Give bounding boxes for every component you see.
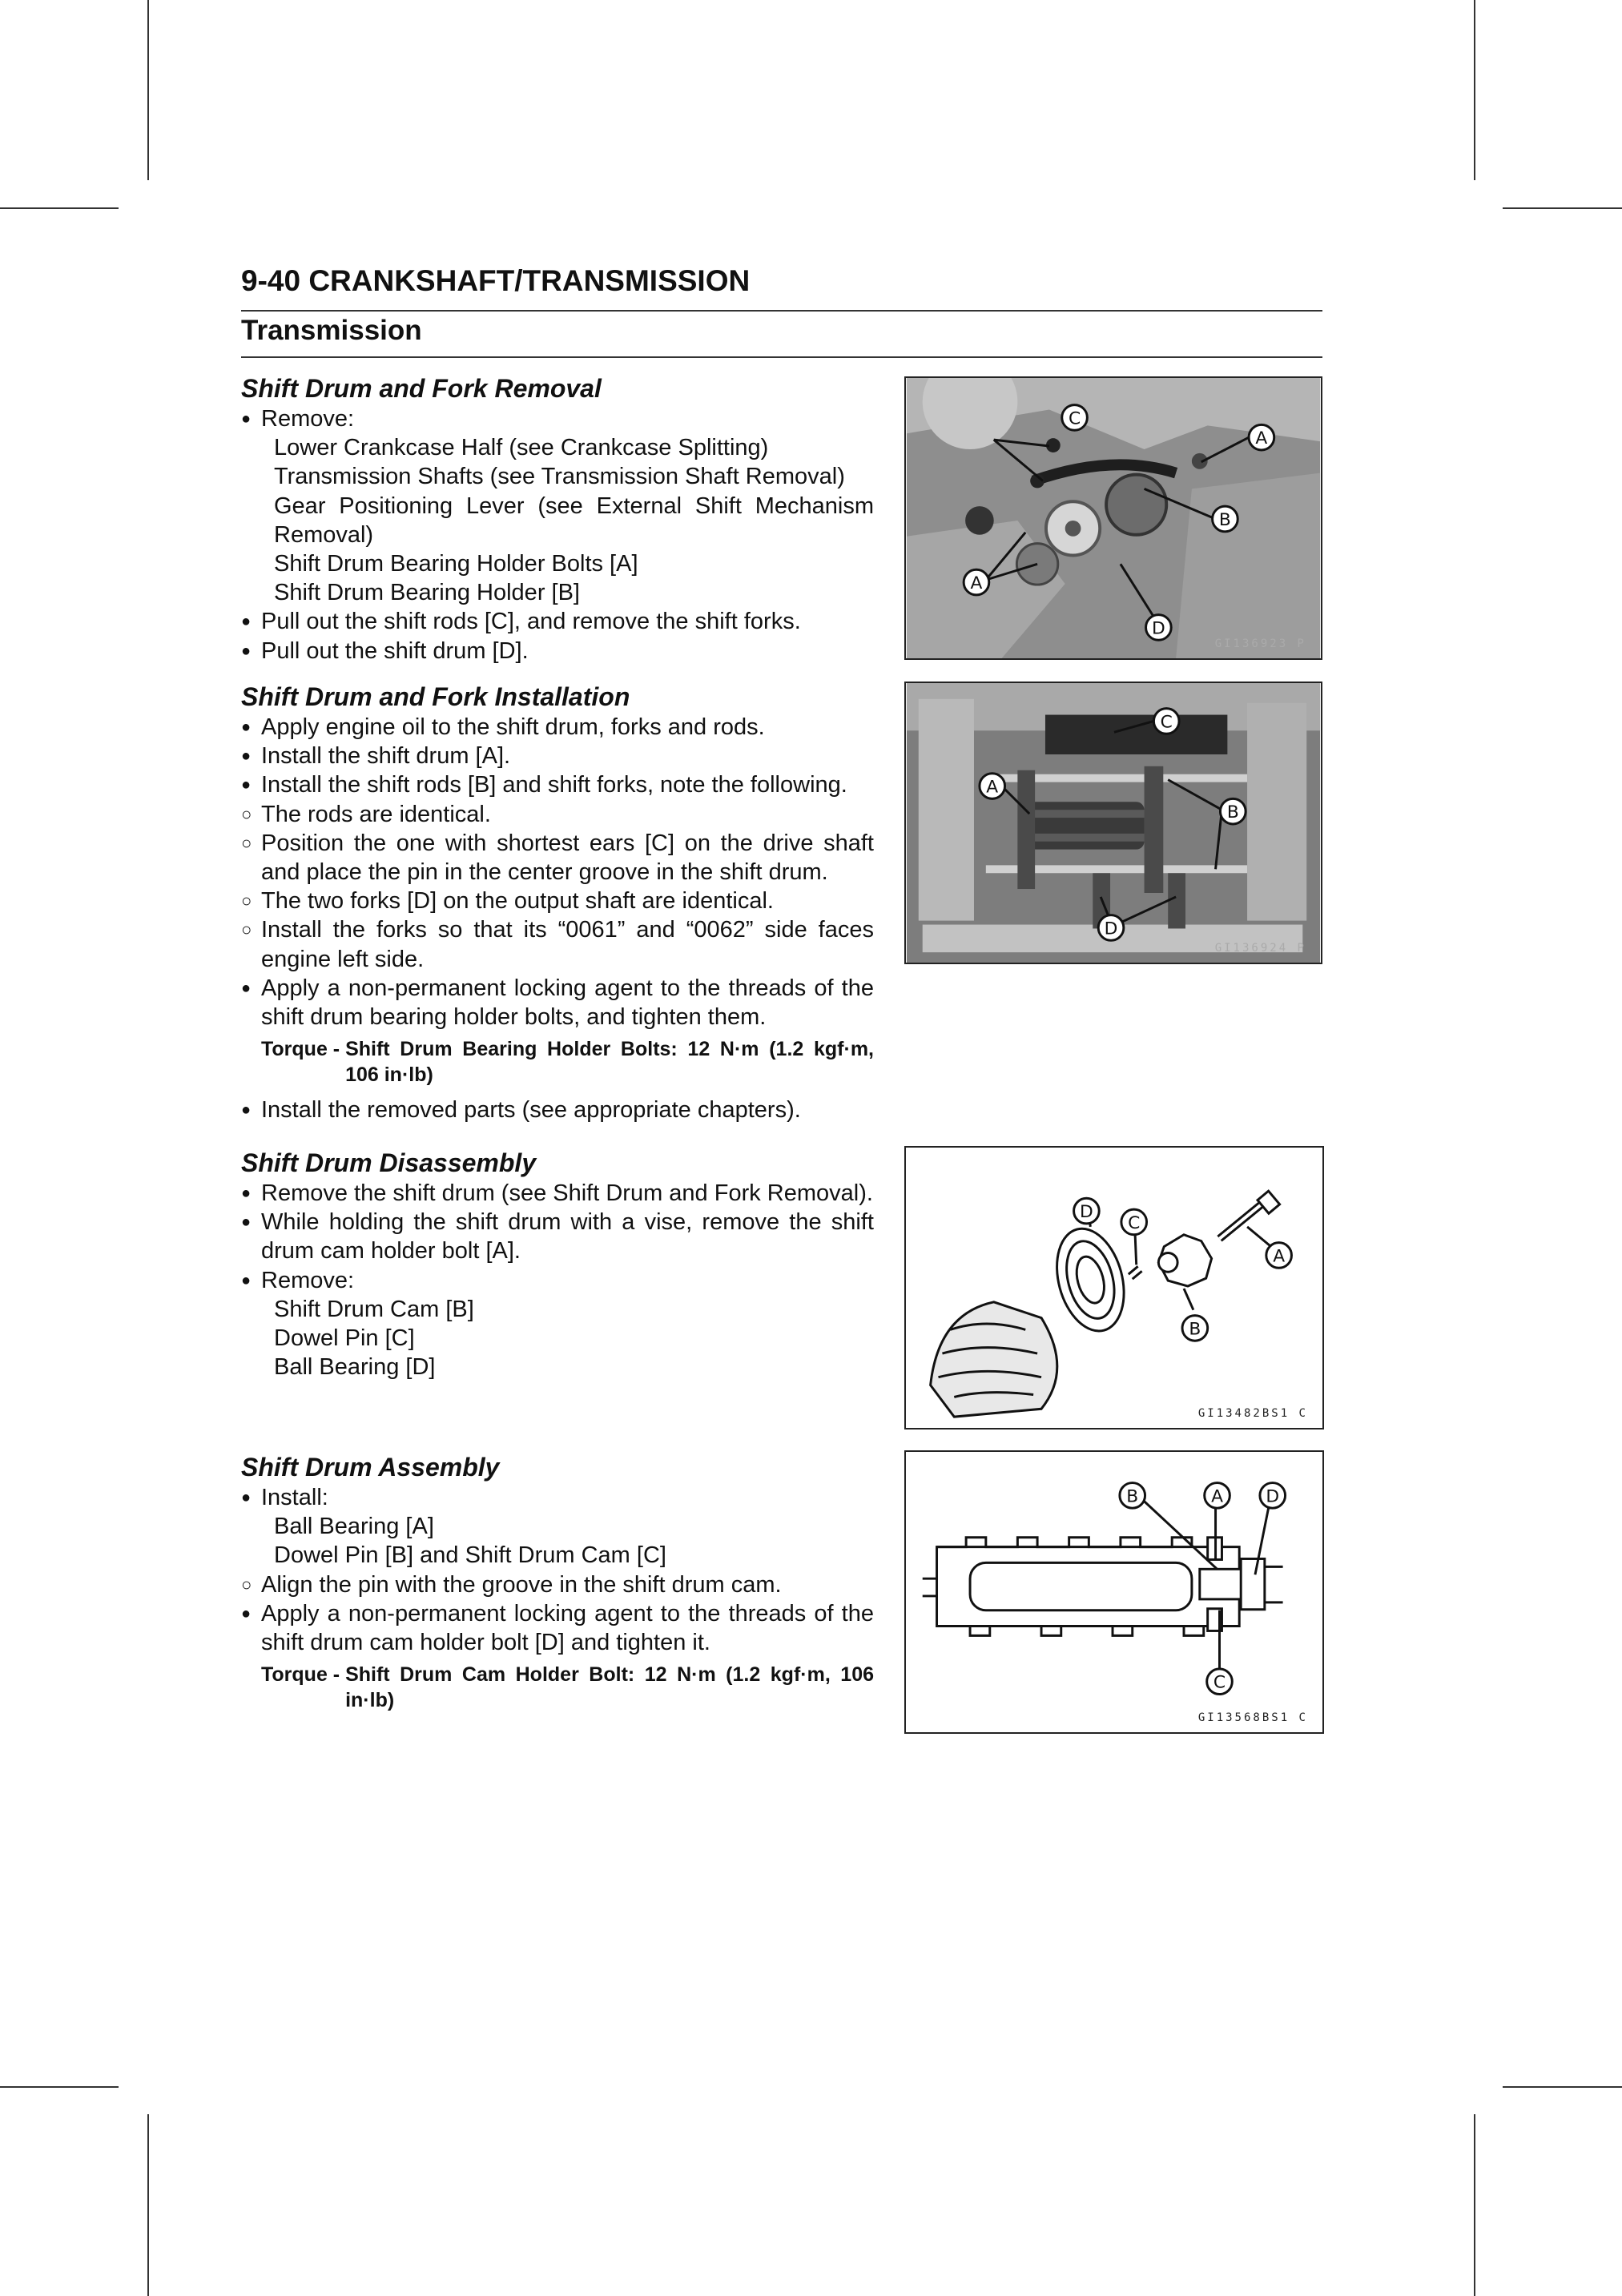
figure-code: GI13568BS1 C (1197, 1711, 1308, 1724)
torque-spec (241, 1036, 874, 1088)
section-shift-drum-fork-removal (241, 372, 874, 665)
indented-item: Dowel Pin [C] (274, 1325, 415, 1352)
torque-value: Shift Drum Bearing Holder Bolts: 12 N·m (1.2 kgf·m, 106 in·lb) (345, 1038, 874, 1087)
note-item: ○ The two forks [D] on the output shaft are identical. (241, 887, 874, 915)
callout-label: B (1126, 1486, 1139, 1507)
bullet-item: ● Remove: (241, 404, 874, 433)
bullet-item: ● Apply engine oil to the shift drum, forks and rods. (241, 713, 874, 742)
figure-shift-drum-installation-photo (904, 682, 1322, 964)
figure-code: GI136923 P (1214, 637, 1306, 650)
cross-section-illustration (906, 1452, 1322, 1732)
bullet-item: ● Apply a non-permanent locking agent to the threads of the shift drum cam holder bolt [D] and tighten it. (241, 1599, 874, 1657)
crop-mark (1474, 0, 1475, 180)
indented-item: Shift Drum Bearing Holder Bolts [A] (274, 551, 638, 577)
callout-label: A (986, 777, 999, 798)
callout-label: A (1211, 1486, 1223, 1507)
bullet-item: ● Pull out the shift rods [C], and remove the shift forks. (241, 607, 874, 636)
torque-spec (241, 1662, 874, 1713)
callout-label: D (1266, 1486, 1280, 1507)
section-shift-drum-assembly (241, 1451, 874, 1721)
callout-label: A (1273, 1246, 1286, 1267)
note-item: ○ The rods are identical. (241, 800, 874, 829)
bullet-item: ● Remove: (241, 1266, 874, 1295)
indented-item: Lower Crankcase Half (see Crankcase Splitting) (274, 435, 769, 461)
section-heading: Shift Drum Disassembly (241, 1148, 537, 1177)
callout-label: D (1151, 618, 1165, 639)
figure-shift-drum-assembly-drawing (904, 1450, 1324, 1734)
crop-mark (147, 2114, 149, 2296)
bullet-item: ● Install the removed parts (see appropriate chapters). (241, 1096, 874, 1124)
torque-label: Torque - (261, 1038, 346, 1061)
callout-label: B (1189, 1319, 1201, 1340)
figure-code: GI13482BS1 C (1197, 1407, 1308, 1420)
crop-mark (1474, 2114, 1475, 2296)
bullet-item: ● Remove the shift drum (see Shift Drum and Fork Removal). (241, 1179, 874, 1208)
section-heading: Shift Drum and Fork Installation (241, 682, 630, 711)
indented-item: Transmission Shafts (see Transmission Shaft Removal) (274, 464, 845, 490)
callout-label: C (1213, 1672, 1226, 1693)
bullet-item: ● Install the shift rods [B] and shift forks, note the following. (241, 770, 874, 799)
crop-mark (1503, 207, 1622, 209)
callout-label: A (970, 573, 983, 593)
bullet-item: ● Install: (241, 1483, 874, 1512)
bullet-item: ● Apply a non-permanent locking agent to the threads of the shift drum bearing holder bolts, and tighten them. (241, 974, 874, 1031)
indented-item: Dowel Pin [B] and Shift Drum Cam [C] (274, 1542, 666, 1569)
bullet-item: ● Pull out the shift drum [D]. (241, 637, 874, 665)
callout-label: C (1128, 1212, 1141, 1233)
section-title: Transmission (241, 315, 422, 346)
bullet-item: ● While holding the shift drum with a vise, remove the shift drum cam holder bolt [A]. (241, 1208, 874, 1265)
section-rule (241, 356, 1322, 358)
crop-mark (1503, 2086, 1622, 2088)
note-item: ○ Align the pin with the groove in the shift drum cam. (241, 1570, 874, 1599)
indented-item: Gear Positioning Lever (see External Shift Mechanism Removal) (274, 493, 874, 548)
bullet-item: ● Install the shift drum [A]. (241, 742, 874, 770)
indented-item: Shift Drum Bearing Holder [B] (274, 580, 580, 606)
note-item: ○ Install the forks so that its “0061” and “0062” side faces engine left side. (241, 915, 874, 973)
photo-illustration (906, 683, 1321, 963)
title-rule (241, 310, 1322, 312)
crop-mark (0, 207, 119, 209)
section-heading: Shift Drum and Fork Removal (241, 374, 602, 403)
callout-label: D (1104, 919, 1118, 939)
page-title: 9-40 CRANKSHAFT/TRANSMISSION (241, 264, 751, 297)
callout-label: A (1255, 428, 1268, 449)
section-shift-drum-disassembly (241, 1147, 874, 1381)
torque-label: Torque - (261, 1663, 346, 1687)
torque-value: Shift Drum Cam Holder Bolt: 12 N·m (1.2 kgf·m, 106 in·lb) (345, 1663, 874, 1712)
section-shift-drum-fork-installation (241, 681, 874, 1124)
photo-illustration (906, 378, 1321, 658)
callout-label: D (1080, 1202, 1093, 1223)
indented-item: Shift Drum Cam [B] (274, 1296, 474, 1322)
indented-item: Ball Bearing [A] (274, 1514, 434, 1540)
figure-code: GI136924 P (1214, 942, 1306, 955)
crop-mark (147, 0, 149, 180)
callout-label: B (1218, 509, 1231, 530)
exploded-view-illustration (906, 1148, 1322, 1428)
callout-label: C (1160, 712, 1173, 733)
indented-item: Ball Bearing [D] (274, 1354, 436, 1381)
figure-shift-drum-disassembly-drawing (904, 1146, 1324, 1429)
callout-label: B (1226, 802, 1239, 823)
crop-mark (0, 2086, 119, 2088)
figure-shift-drum-removal-photo (904, 376, 1322, 660)
section-heading: Shift Drum Assembly (241, 1453, 500, 1482)
note-item: ○ Position the one with shortest ears [C] on the drive shaft and place the pin in the center groove in the shift drum. (241, 829, 874, 887)
callout-label: C (1068, 408, 1081, 429)
